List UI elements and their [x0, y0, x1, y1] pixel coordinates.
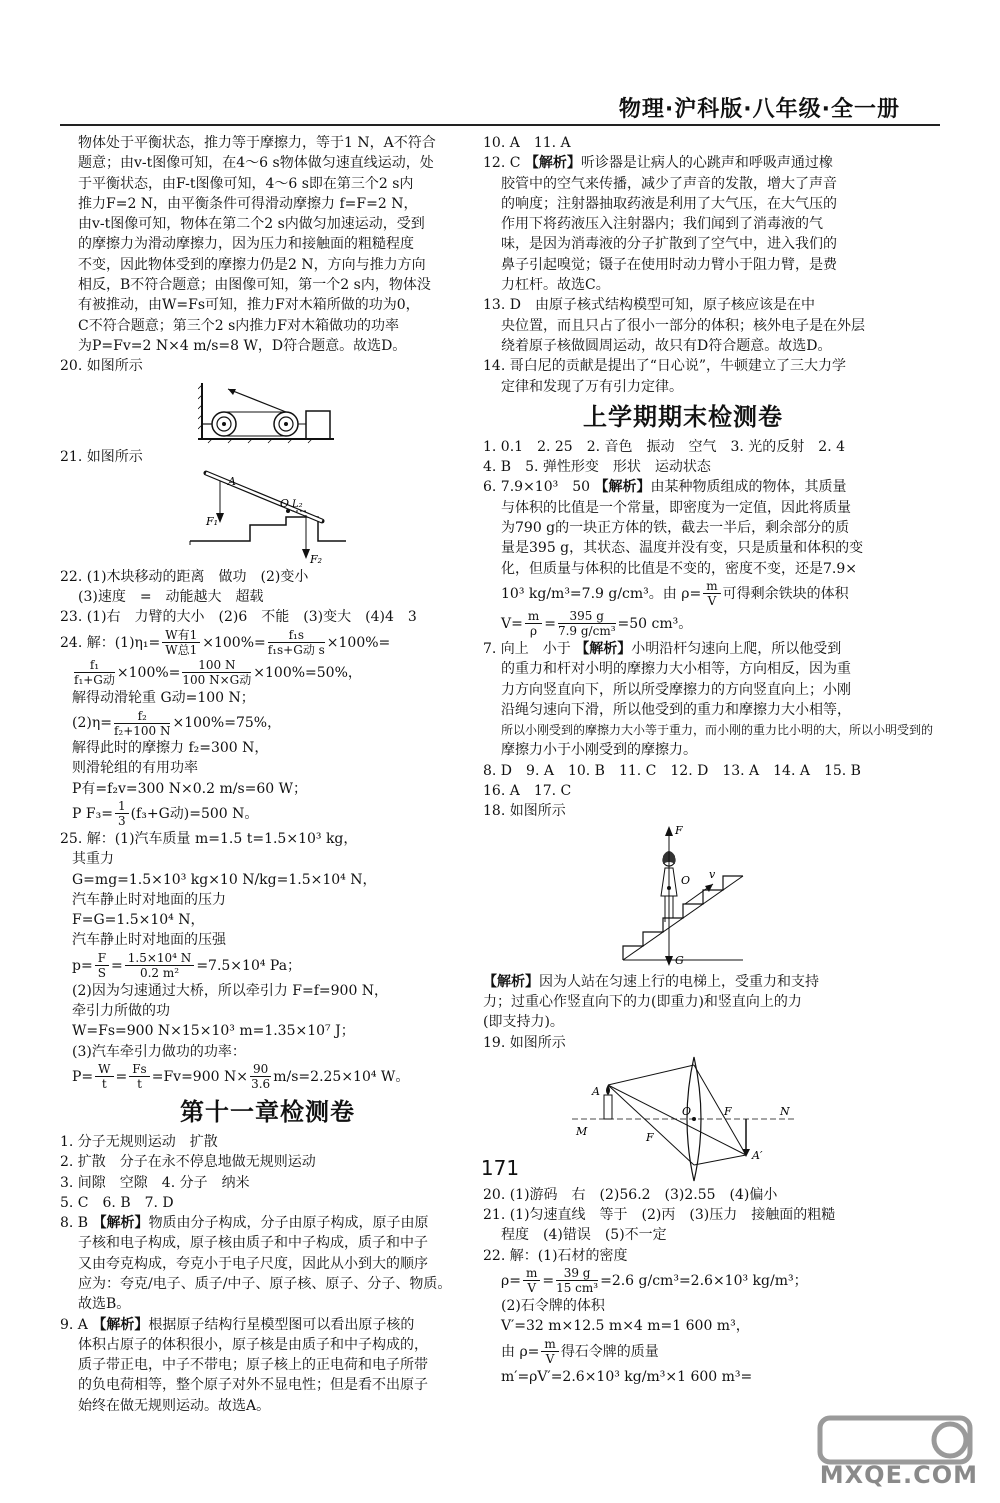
q19-explanation-cont: 物体处于平衡状态，推力等于摩擦力，等于1 N，A不符合 题意；由v-t图像可知，在4～6 s物体做匀速直线运动，处 于平衡状态，由F-t图像可知，4～6 s即在第三个2 s内 推力F=2 N，由平衡条件可得滑动摩擦力 f=F=2 N， 由v-t图像可知，物体在第二个2 s内做匀加速运动，受到 的摩擦力为滑动摩擦力，因为压力和接触面的粗糙程度 不变，因此物体受到的摩擦力仍是2 N，方向与推力方向 相反，B不符合题意；由图像可知，第一个2 s内，物体没 有被推动，由W=Fs可知，推力F对木箱所做的功为0， C不符合题意；第三个2 s内推力F对木箱做功的功率 为P=Fv=2 N×4 m/s=8 W，D符合题意。故选D。 [78, 135, 436, 354]
q6-volume-line: V= $\frac{m}{\rho}$ = $\frac{395 g}{\text{7.9 g/cm³}}$ =50 cm³。 [501, 609, 693, 639]
q24-line4: (2)η= $\frac{\text{f₂}}{\text{f₂+100 N}}$ ×100%=75%， [72, 708, 282, 738]
watermark [800, 1410, 990, 1495]
label-f: F [675, 823, 683, 837]
q18-label: 18. 如图所示 [483, 803, 566, 820]
left-column: 物体处于平衡状态，推力等于摩擦力，等于1 N，A不符合 题意；由v-t图像可知，在4～6 s物体做匀速直线运动，处 于平衡状态，由F-t图像可知，4～6 s即在第三个2 s内 推力F=2 N，由平衡条件可得滑动摩擦力 f=F=2 N， 由v-t图像可知，物体在第二个2 s内做匀加速运动，受到 的摩擦力为滑动摩擦力，因为压力和接触面的粗糙程度 不变，因此物体受到的摩擦力仍是2 N，方向与推力方向 相反，B不符合题意；由图像可知，第一个2 s内，物体没 有被推动，由W=Fs可知，推力F对木箱所做的功为0， C不符合题意；第三个2 s内推力F对木箱做功的功率 为P=Fv=2 N×4 m/s=8 W，D符合题意。故选D。 20. 如图所示 21. 如图所示 A O L₂ F₁ F₂ 22. (1)木块移动的距离 做功 (2)变小 (3)速度 = 动能越大 超载 23. (1)右 力臂的大小 (2)6 不能 (3)变大 (4)4 3 24. 解：(1)η₁= $\frac{\text{W有1}}{\text{W总1}}$ ×100%= $\frac{\text{f₁s}}{\text{f₁s+G动 s}}$ ×100%= $\frac{\text{f₁}}{\text{f₁+G动}}$ ×100%= $\frac{100 N}{\text{100 N×G动}}$ ×100%=50%， 解得动滑轮重 G动=100 N； (2)η= $\frac{\text{f₂}}{\text{f₂+100 N}}$ ×100%=75%， 解得此时的摩擦力 f₂=300 N， 则滑轮组的有用功率 P有=f₂v=300 N×0.2 m/s=60 W； P F₃= $\frac{1}{3}$ (f₃+G动)=500 N。 25. 解：(1)汽车质量 m=1.5 t=1.5×10³ kg， 其重力 G=mg=1.5×10³ kg×10 N/kg=1.5×10⁴ N， 汽车静止时对地面的压力 F=G=1.5×10⁴ N， 汽车静止时对地面的压强 p= $\frac{F}{S}$ = $\frac{\text{1.5×10⁴ N}}{\text{0.2 m²}}$ =7.5×10⁴ Pa； (2)因为匀速通过大桥，所以牵引力 F=f=900 N， 牵引力所做的功 W=Fs=900 N×15×10³ m=1.35×10⁷ J； (3)汽车牵引力做功的功率： P= $\frac{W}{t}$ = $\frac{Fs}{t}$ =Fv=900 N× $\frac{90}{3.6}$ m/s=2.25×10⁴ W。 第十一章检测卷 1. 分子无规则运动 扩散 2. 扩散 分子在永不停息地做无规则运动 3. 间隙 空隙 4. 分子 纳米 5. C 6. B 7. D 8. B 【解析】物质由分子构成，分子由原子构成，原子由原 子核和电子构成，原子核由质子和中子构成，质子和中子 又由夸克构成，夸克小于电子尺度，因此从小到大的顺序 应为：夸克/电子、质子/中子、原子核、原子、分子、物质。 故选B。 9. A 【解析】根据原子结构行星模型图可以看出原子核的 体积占原子的体积很小，原子核是由质子和中子构成的， 质子带正电，中子不带电；原子核上的正电荷和电子所带 的负电荷相等，整个原子对外不显电性；但是看不出原子 始终在做无规则运动。故选A。 [60, 133, 475, 1416]
section-title-chapter11: 第十一章检测卷 [180, 1097, 355, 1126]
label-g: G [675, 953, 684, 967]
q24-line8: P F₃= $\frac{1}{3}$ (f₃+G动)=500 N。 [72, 799, 259, 829]
right-column: 10. A 11. A 12. C 【解析】听诊器是让病人的心跳声和呼吸声通过橡 胶管中的空气来传播，减少了声音的发散，增大了声音 的响度；注射器抽取药液是利用了大气压，在大气压的 作用下将药液压入注射器内；我们闻到了消毒液的气 味，是因为消毒液的分子扩散到了空气中，进入我们的 鼻子引起嗅觉；镊子在使用时动力臂小于阻力臂，是费 力杠杆。故选C。 13. D 由原子核式结构模型可知，原子核应该是在中 央位置，而且只占了很小一部分的体积；核外电子是在外层 绕着原子核做圆周运动，故只有D符合题意。故选D。 14. 哥白尼的贡献是提出了“日心说”，牛顿建立了三大力学 定律和发现了万有引力定律。 上学期期末检测卷 1. 0.1 2. 25 2. 音色 振动 空气 3. 光的反射 2. 4 4. B 5. 弹性形变 形状 运动状态 6. 7.9×10³ 50 【解析】由某种物质组成的物体，其质量 与体积的比值是一个常量，即密度为一定值，因此将质量 为790 g的一块正方体的铁，截去一半后，剩余部分的质 量是395 g，其状态、温度并没有变，只是质量和体积的变 化，但质量与体积的比值是不变的，密度不变，还是7.9× 10³ kg/m³=7.9 g/cm³。由 ρ= $\frac{m}{V}$ 可得剩余铁块的体积 V= $\frac{m}{\rho}$ = $\frac{395 g}{\text{7.9 g/cm³}}$ =50 cm³。 7. 向上 小于 【解析】小明沿杆匀速向上爬，所以他受到 的重力和杆对小明的摩擦力大小相等，方向相反，因为重 力方向竖直向下，所以所受摩擦力的方向竖直向上；小刚 沿绳匀速向下滑，所以他受到的重力和摩擦力大小相等， 所以小刚受到的摩擦力大小等于重力，而小刚的重力比小明的大，所以小明受到的 摩擦力小于小刚受到的摩擦力。 8. D 9. A 10. B 11. C 12. D 13. A 14. A 15. B 16. A 17. C 18. 如图所示 F O v G 【解析】因为人站在匀速上行的电梯上，受重力和支持 力；过重心作竖直向下的力(即重力)和竖直向上的力 (即支持力)。 19. 如图所示 A O F F M N A′ 20. (1)游码 右 (2)56.2 (3)2.55 (4)偏小 21. (1)匀速直线 等于 (2)丙 (3)压力 接触面的粗糙 程度 (4)错误 (5)不一定 22. 解：(1)石材的密度 ρ= $\frac{m}{V}$ = $\frac{39 g}{\text{15 cm³}}$ =2.6 g/cm³=2.6×10³ kg/m³； (2)石令牌的体积 V′=32 m×12.5 m×4 m=1 600 m³， 由 ρ= $\frac{m}{V}$ 得石令牌的质量 m′=ρV′=2.6×10³ kg/m³×1 600 m³= [483, 135, 934, 1385]
label-o: O [681, 873, 691, 887]
q18-expl-line1: 【解析】因为人站在匀速上行的电梯上，受重力和支持 [483, 973, 819, 990]
label-f1: F₁ [205, 514, 218, 528]
label-a: A [227, 474, 236, 488]
header-rule [60, 124, 940, 126]
q6-line1: 6. 7.9×10³ 50 【解析】由某种物质组成的物体，其质量 [483, 479, 847, 496]
q21-label: 21. 如图所示 [60, 448, 143, 465]
q22-mass-formula: 由 ρ= $\frac{m}{V}$ 得石令牌的质量 [501, 1337, 659, 1367]
q12-line1: 12. C 【解析】听诊器是让病人的心跳声和呼吸声通过橡 [483, 155, 833, 172]
label-o: O [682, 1104, 692, 1118]
q25-power: P= $\frac{W}{t}$ = $\frac{Fs}{t}$ =Fv=900 N× $\frac{90}{3.6}$ m/s=2.25×10⁴ W。 [72, 1062, 410, 1092]
q24-line2: $\frac{\text{f₁}}{\text{f₁+G动}}$ ×100%= $\frac{100 N}{\text{100 N×G动}}$ ×100%=50%， [74, 658, 362, 688]
label-v: v [709, 867, 716, 881]
q19-label: 19. 如图所示 [483, 1034, 566, 1051]
label-o: O [279, 496, 289, 510]
page-number: 171 [480, 1156, 520, 1180]
q20-label: 20. 如图所示 [60, 358, 143, 375]
label-m: M [576, 1124, 588, 1138]
label-n: N [780, 1104, 790, 1118]
label-f2: F₂ [309, 552, 322, 565]
label-a: A [592, 1084, 600, 1098]
q6-density-line: 10³ kg/m³=7.9 g/cm³。由 ρ= $\frac{m}{V}$ 可得剩余铁块的体积 [501, 579, 849, 609]
label-a-prime: A′ [752, 1148, 763, 1162]
figure-20-pulley [198, 379, 338, 445]
figure-18-escalator [613, 824, 753, 970]
q22-line1: 22. (1)木块移动的距离 做功 (2)变小 [60, 568, 309, 585]
page-header: 物理·沪科版·八年级·全一册 [618, 97, 900, 122]
q24-line1: 24. 解：(1)η₁= $\frac{\text{W有1}}{\text{W总1}}$ ×100%= $\frac{\text{f₁s}}{\text{f₁s+G动 s}}$ ×100%= [60, 628, 391, 658]
q7-line1: 7. 向上 小于 【解析】小明沿杆匀速向上爬，所以他受到 [483, 640, 842, 657]
figure-21-lever [188, 469, 348, 565]
q25-pressure: p= $\frac{F}{S}$ = $\frac{\text{1.5×10⁴ N}}{\text{0.2 m²}}$ =7.5×10⁴ Pa； [72, 951, 302, 981]
q8-line1: 8. B 【解析】物质由分子构成，分子由原子构成，原子由原 [60, 1215, 429, 1232]
q9-line1: 9. A 【解析】根据原子结构行星模型图可以看出原子核的 [60, 1316, 415, 1333]
q22-line2: (3)速度 = 动能越大 超载 [78, 589, 264, 606]
watermark-text: MXQE.COM [819, 1461, 978, 1489]
label-f2: F [724, 1104, 732, 1118]
label-l2: L₂ [291, 498, 303, 510]
q22-density: ρ= $\frac{m}{V}$ = $\frac{39 g}{\text{15 cm³}}$ =2.6 g/cm³=2.6×10³ kg/m³； [501, 1266, 808, 1296]
q23-answer: 23. (1)右 力臂的大小 (2)6 不能 (3)变大 (4)4 3 [60, 609, 417, 626]
label-f1: F [646, 1130, 654, 1144]
section-title-final-exam: 上学期期末检测卷 [583, 402, 783, 431]
